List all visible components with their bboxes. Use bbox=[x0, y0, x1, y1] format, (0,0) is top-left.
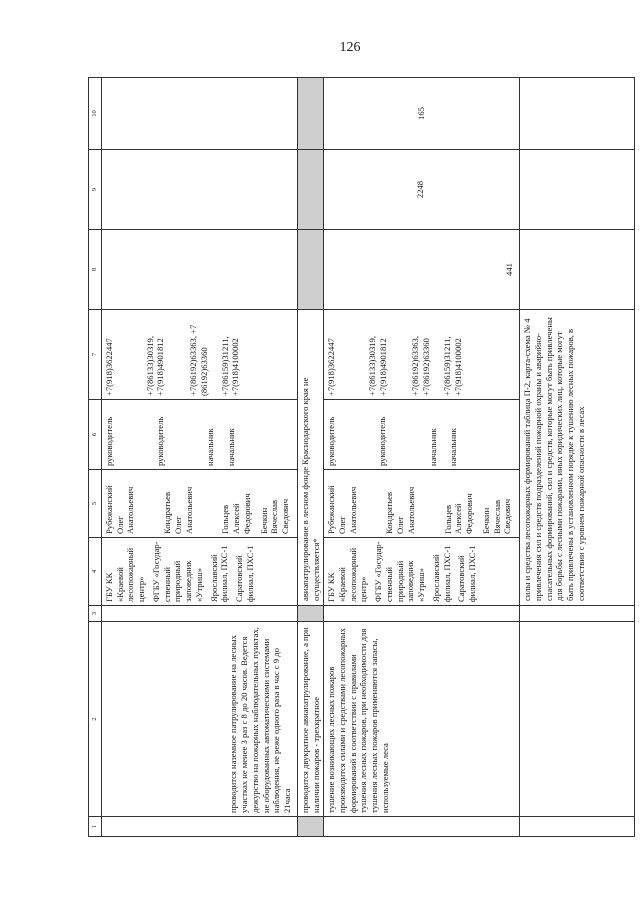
col-header-7: 7 bbox=[89, 310, 102, 400]
table-row bbox=[297, 78, 323, 837]
name-cell: Рубежанский Олег Анатольевич Кондратьев Олег Анатольевич Гольцев Алексей Федорович Бечкин Вячеслав Сведович bbox=[324, 470, 520, 538]
name-cell: Рубежанский Олег Анатольевич Кондратьев Олег Анатольевич Гольцев Алексей Федорович Бечкин Вячеслав Сведович bbox=[102, 470, 298, 538]
cell bbox=[102, 606, 298, 622]
rotated-table-area bbox=[88, 78, 586, 837]
col-header-9: 9 bbox=[89, 150, 102, 230]
activity-cell: тушение возникающих лесных пожаров производится силами и средствами лесопожарных формирований в соответствии с правилами тушения лесных пожаров, при необходимости для тушения лесных пожаров применяются запасы, используемые леса bbox=[324, 622, 520, 817]
cell bbox=[520, 230, 635, 310]
cell bbox=[102, 817, 298, 837]
col-header-6: 6 bbox=[89, 400, 102, 470]
col-header-4: 4 bbox=[89, 538, 102, 606]
fire-plan-table bbox=[88, 77, 635, 837]
cell bbox=[520, 606, 635, 622]
cell bbox=[102, 78, 298, 150]
cell bbox=[520, 622, 635, 817]
cell bbox=[324, 606, 520, 622]
cell bbox=[520, 78, 635, 150]
org-cell: ГБУ КК «Краевой лесопожарный центр» ФГБУ «Государ-ственный природный заповедник «Утриш» Ярославский филиал, ПХС-1 Саратовский филиал, ПХС-1 bbox=[102, 538, 298, 606]
cell bbox=[297, 150, 323, 230]
cell bbox=[297, 606, 323, 622]
col-header-2: 2 bbox=[89, 622, 102, 817]
value-cell: 441 bbox=[324, 230, 520, 310]
page-number: 126 bbox=[339, 40, 361, 55]
header-row bbox=[89, 78, 102, 837]
value-cell: 165 bbox=[324, 78, 520, 150]
value-cell: 2248 bbox=[324, 150, 520, 230]
span-note: авиапатрулирование в лесном фонде Краснодарского края не осуществляется* bbox=[297, 310, 323, 606]
cell bbox=[297, 78, 323, 150]
cell bbox=[520, 150, 635, 230]
cell bbox=[297, 230, 323, 310]
col-header-10: 10 bbox=[89, 78, 102, 150]
col-header-8: 8 bbox=[89, 230, 102, 310]
cell bbox=[102, 150, 298, 230]
phone-cell: +7(918)3622447 +7(86133)30319, +7(918)4901812 +7(86192)63363, +7(86192)63360 +7(86159)31211, +7(918)4100002 bbox=[324, 310, 520, 400]
forces-note: силы и средства лесопожарных формирований таблица П-2, карта-схема № 4 привлечения сил и средств подразделений пожарной охраны и аварийно-спасательных формирований, сил и средств, которые могут быть привлечены для борьбы с лесными пожарами, иных юридических лиц, которые могут быть привлечены в установленном порядке к тушению лесных пожаров, в соответствии с уровнем пожарной опасности в лесах bbox=[520, 310, 635, 606]
cell bbox=[324, 817, 520, 837]
table-row bbox=[102, 78, 298, 837]
col-header-5: 5 bbox=[89, 470, 102, 538]
activity-cell: проводится двукратное авиапатрулирование, а при наличии пожаров - трехкратное bbox=[297, 622, 323, 817]
col-header-1: 1 bbox=[89, 817, 102, 837]
post-cell: руководитель руководитель начальник начальник bbox=[324, 400, 520, 470]
cell bbox=[297, 817, 323, 837]
col-header-3: 3 bbox=[89, 606, 102, 622]
table-row bbox=[520, 78, 635, 837]
phone-cell: +7(918)3622447 +7(86133)30319, +7(918)4901812 +7(86192)63363, +7 (86192)63360 +7(86159)31211, +7(918)4100002 bbox=[102, 310, 298, 400]
cell bbox=[102, 230, 298, 310]
table-row bbox=[324, 78, 520, 837]
org-cell: ГБУ КК «Краевой лесопожарный центр» ФГБУ «Государ-ственный природный заповедник «Утриш» Ярославский филиал, ПХС-1 Саратовский филиал, ПХС-1 bbox=[324, 538, 520, 606]
activity-cell: проводится наземное патрулирование на лесных участках не менее 3 раз с 8 до 20 часов. Ведется дежурство на пожарных наблюдательных пунктах, не оборудованных автоматическими системами наблюдения, не реже одного раза в час с 9 до 21часа bbox=[102, 622, 298, 817]
cell bbox=[520, 817, 635, 837]
post-cell: руководитель руководитель начальник начальник bbox=[102, 400, 298, 470]
rotated-table bbox=[88, 78, 586, 837]
